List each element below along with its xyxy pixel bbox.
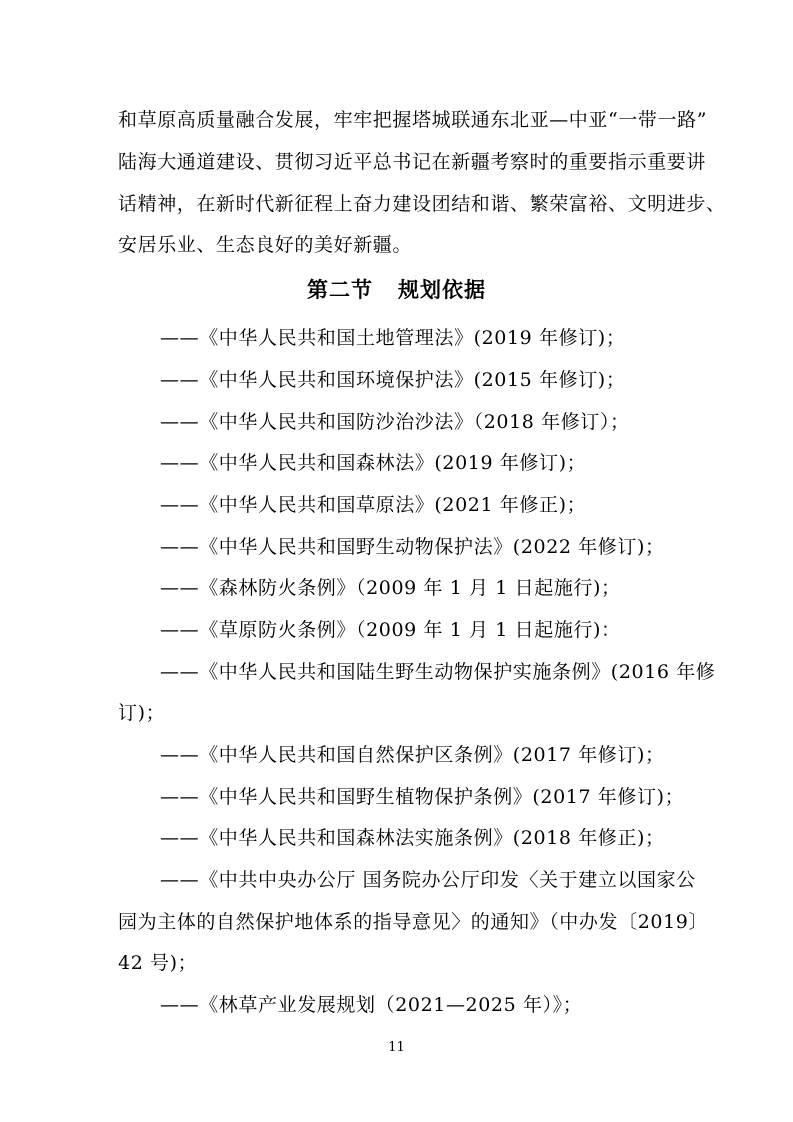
section-heading: 第二节 规划依据 — [307, 278, 486, 302]
basis-item-7: ——《森林防火条例》（2009 年 1 月 1 日起施行)； — [160, 577, 621, 599]
basis-item-4: ——《中华人民共和国森林法》(2019 年修订)； — [160, 452, 587, 474]
basis-item-10: ——《中华人民共和国自然保护区条例》(2017 年修订)； — [160, 744, 665, 766]
basis-item-14: ——《林草产业发展规划（2021—2025 年）》； — [160, 994, 583, 1016]
intro-line-4: 安居乐业、生态良好的美好新疆。 — [118, 234, 413, 256]
basis-item-9-continued: 订)； — [118, 702, 166, 724]
basis-item-5: ——《中华人民共和国草原法》(2021 年修正)； — [160, 494, 587, 516]
basis-item-1: ——《中华人民共和国土地管理法》(2019 年修订)； — [160, 327, 626, 349]
basis-item-6: ——《中华人民共和国野生动物保护法》(2022 年修订)； — [160, 536, 665, 558]
basis-item-3: ——《中华人民共和国防沙治沙法》（2018 年修订）； — [160, 411, 630, 433]
basis-item-11: ——《中华人民共和国野生植物保护条例》(2017 年修订)； — [160, 786, 685, 808]
intro-line-1: 和草原高质量融合发展，牢牢把握塔城联通东北亚—中亚“一带一路” — [118, 109, 708, 131]
intro-line-3: 话精神，在新时代新征程上奋力建设团结和谐、繁荣富裕、文明进步、 — [118, 193, 726, 215]
basis-item-2: ——《中华人民共和国环境保护法》(2015 年修订)； — [160, 369, 626, 391]
page-number: 11 — [388, 1040, 405, 1055]
basis-item-13: ——《中共中央办公厅 国务院办公厅印发〈关于建立以国家公 — [160, 869, 696, 891]
intro-line-2: 陆海大通道建设、贯彻习近平总书记在新疆考察时的重要指示重要讲 — [118, 151, 707, 173]
basis-item-13-end: 42 号)； — [118, 952, 198, 974]
basis-item-9: ——《中华人民共和国陆生野生动物保护实施条例》(2016 年修 — [160, 661, 716, 683]
basis-item-13-continued: 园为主体的自然保护地体系的指导意见〉的通知》（中办发〔2019〕 — [118, 911, 709, 933]
basis-item-12: ——《中华人民共和国森林法实施条例》(2018 年修正)； — [160, 827, 665, 849]
basis-item-8: ——《草原防火条例》（2009 年 1 月 1 日起施行)： — [160, 619, 621, 641]
